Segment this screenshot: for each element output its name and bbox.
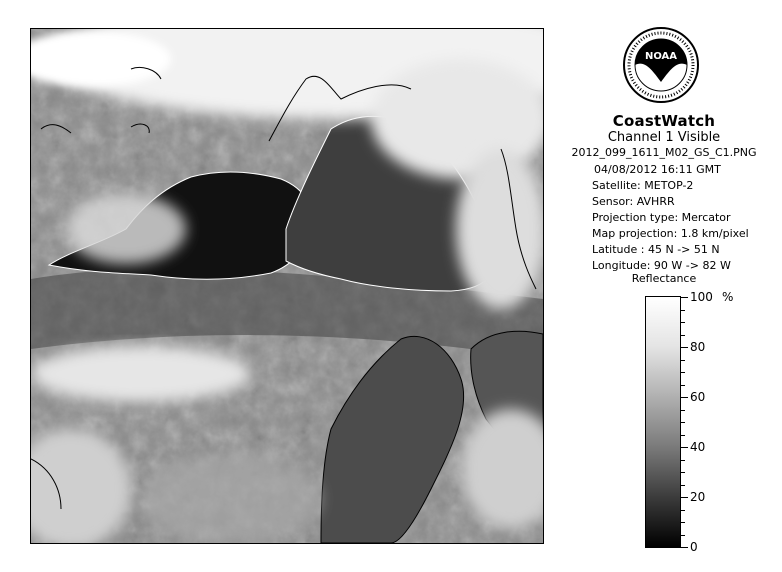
satellite-label: Satellite: METOP-2 [592, 179, 694, 192]
colorbar-tick [681, 535, 685, 536]
datetime-label: 04/08/2012 16:11 GMT [594, 163, 721, 176]
colorbar-tick [681, 297, 688, 298]
colorbar-label: 80 [690, 340, 706, 354]
colorbar-tick [681, 322, 685, 323]
colorbar-tick [681, 422, 685, 423]
noaa-logo-icon [622, 22, 700, 108]
colorbar-label: 20 [690, 490, 706, 504]
longitude-label: Longitude: 90 W -> 82 W [592, 259, 731, 272]
latitude-label: Latitude : 45 N -> 51 N [592, 243, 720, 256]
colorbar-label: 100 [690, 290, 713, 304]
colorbar-tick [681, 547, 688, 548]
colorbar-tick [681, 410, 685, 411]
colorbar-tick [681, 522, 685, 523]
colorbar-label: 0 [690, 540, 698, 554]
satellite-image [30, 28, 544, 544]
channel-label: Channel 1 Visible [607, 130, 721, 145]
colorbar-tick [681, 360, 685, 361]
colorbar-tick [681, 347, 688, 348]
colorbar-tick [681, 435, 685, 436]
colorbar-tick [681, 385, 685, 386]
reflectance-colorbar [645, 296, 681, 548]
colorbar-title: Reflectance [631, 272, 697, 285]
colorbar-label: 40 [690, 440, 706, 454]
filename-label: 2012_099_1611_M02_GS_C1.PNG [571, 146, 757, 159]
colorbar-tick [681, 310, 685, 311]
colorbar-unit: % [722, 290, 734, 304]
projection-type-label: Projection type: Mercator [592, 211, 731, 224]
colorbar-tick [681, 485, 685, 486]
noaa-logo-text: NOAA [644, 51, 678, 62]
colorbar-tick [681, 497, 688, 498]
colorbar-tick [681, 397, 688, 398]
colorbar-tick [681, 335, 685, 336]
colorbar-tick [681, 447, 688, 448]
sensor-label: Sensor: AVHRR [592, 195, 675, 208]
colorbar-tick [681, 460, 685, 461]
colorbar-tick [681, 372, 685, 373]
colorbar-tick [681, 472, 685, 473]
brand-title: CoastWatch [612, 112, 716, 130]
map-projection-label: Map projection: 1.8 km/pixel [592, 227, 749, 240]
colorbar-label: 60 [690, 390, 706, 404]
colorbar-tick [681, 510, 685, 511]
